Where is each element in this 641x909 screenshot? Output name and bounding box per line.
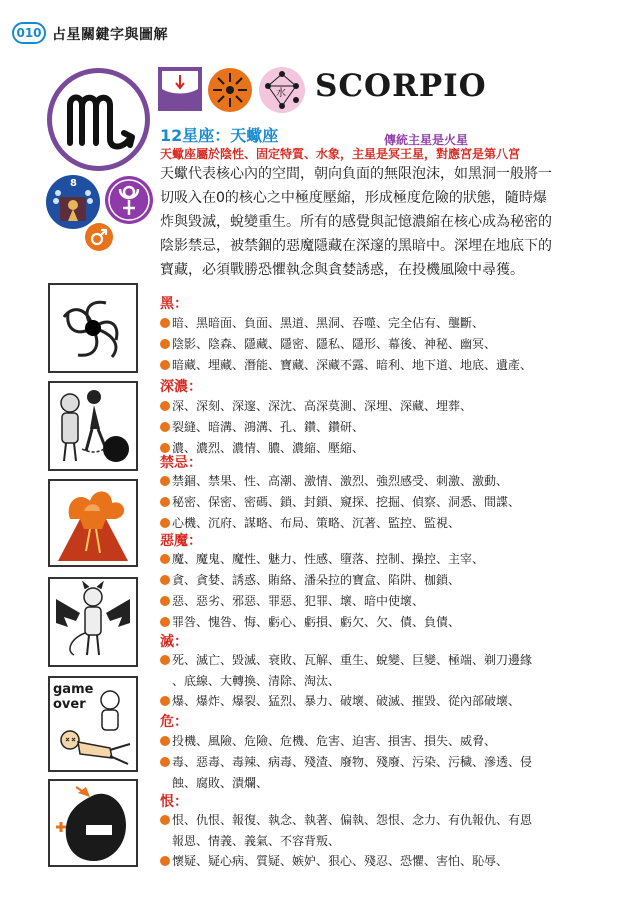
keyword-text: 暗藏、埋藏、潛能、寶藏、深藏不露、暗利、地下道、地底、遺產、 [172,358,533,372]
keyword-text: 懷疑、疑心病、質疑、嫉妒、狠心、殘忍、恐懼、害怕、恥辱、 [172,854,509,868]
intro-paragraph [160,162,600,282]
bullet-dot-icon [160,497,170,507]
fixed-quality-icon [158,67,202,111]
keyword-line [160,691,600,712]
bullet-dot-icon [160,617,170,627]
keyword-line [160,513,600,534]
pluto-planet-icon [104,175,154,225]
intro-line: 天蠍代表核心內的空間，朝向負面的無限泡沫，如黑洞一般將一 [160,166,552,182]
bullet-dot-icon [160,575,170,585]
keyword-heading: 危： [160,714,188,730]
intro-line: 切吸入在0的核心之中極度壓縮，形成極度危險的狀態，隨時爆 [160,190,547,206]
keyword-text: 毒、惡毒、毒辣、病毒、殘渣、廢物、殘廢、污染、污穢、滲透、侵 [172,755,533,769]
book-title: 占星關鍵字與圖解 [52,27,168,43]
keyword-heading: 滅： [160,634,188,650]
game-over-text-line: game [53,682,94,697]
keyword-list [160,810,600,872]
keyword-text: 陰影、陰森、隱藏、隱密、隱私、隱形、幕後、神秘、幽冥、 [172,337,497,351]
keyword-text: 罪咎、愧咎、悔、虧心、虧損、虧欠、欠、債、負債、 [172,615,461,629]
bullet-dot-icon [160,422,170,432]
keyword-text: 恨、仇恨、報復、執念、執著、偏執、怨恨、念力、有仇報仇、有恩 [172,813,533,827]
keyword-heading: 惡魔： [160,533,202,549]
bullet-dot-icon [160,360,170,370]
keyword-text: 秘密、保密、密碼、鎖、封鎖、窺探、挖掘、偵察、洞悉、間諜、 [172,495,521,509]
keyword-line [160,313,600,334]
black-hole-pictogram [48,283,138,373]
house-number: 8 [70,178,77,189]
traditional-ruler-note: 傳統主星是火星 [384,133,469,147]
radiating-energy-icon [207,67,253,113]
keyword-line [160,417,600,438]
keyword-line [160,438,600,459]
eighth-house-icon [46,175,100,229]
bullet-dot-icon [160,736,170,746]
keyword-list [160,731,600,793]
scorpio-glyph-icon [47,68,150,171]
heavy-burden-pictogram [48,381,138,471]
sign-subtitle: 12星座：天蠍座 [160,126,279,145]
keyword-line [160,549,600,570]
game-over-pictogram [48,676,138,772]
intro-line: 陰影禁忌，被禁錮的惡魔隱藏在深邃的黑暗中。深埋在地底下的 [160,238,552,254]
keyword-line [160,396,600,417]
keyword-continuation: 、底線、大轉換、清除、淘汰、 [172,674,341,688]
bullet-dot-icon [160,856,170,866]
keyword-list [160,313,600,376]
keyword-list [160,396,600,459]
bullet-dot-icon [160,757,170,767]
bullet-dot-icon [160,815,170,825]
bullet-dot-icon [160,318,170,328]
keyword-line [160,591,600,612]
bullet-dot-icon [160,554,170,564]
bullet-dot-icon [160,655,170,665]
intro-line: 寶藏，必須戰勝恐懼執念與貪婪誘惑，在投機風險中尋獲。 [160,262,524,278]
keyword-line [160,570,600,591]
keyword-heading: 黑： [160,296,188,312]
keyword-heading: 禁忌： [160,455,202,471]
bullet-dot-icon [160,401,170,411]
keyword-line [160,851,600,872]
keyword-text: 魔、魔鬼、魔性、魅力、性感、墮落、控制、操控、主宰、 [172,552,485,566]
game-over-text-line: over [53,697,86,712]
mars-planet-icon [84,222,114,252]
keyword-line [160,731,600,752]
keyword-heading: 深濃： [160,379,202,395]
keyword-text: 暗、黑暗面、負面、黑道、黑洞、吞噬、完全佔有、壟斷、 [172,316,485,330]
keyword-list [160,549,600,633]
keyword-text: 貪、貪婪、誘惑、賄絡、潘朵拉的寶盒、陷阱、枷鎖、 [172,573,461,587]
bullet-dot-icon [160,696,170,706]
bomb-minus-pictogram [48,779,138,867]
keyword-line [160,810,600,831]
bullet-dot-icon [160,596,170,606]
water-element-chart-icon [258,66,306,114]
intro-line: 炸與毀滅，蛻變重生。所有的感覺與記憶濃縮在核心成為秘密的 [160,214,552,230]
keyword-line [160,492,600,513]
keyword-text: 爆、爆炸、爆裂、猛烈、暴力、破壞、破滅、摧毀、從內部破壞、 [172,694,521,708]
keyword-text: 惡、惡劣、邪惡、罪惡、犯罪、壞、暗中使壞、 [172,594,425,608]
element-mark: 水 [276,88,286,99]
keyword-line [160,612,600,633]
keyword-line [160,650,600,671]
bullet-dot-icon [160,476,170,486]
keyword-heading: 恨： [160,794,188,810]
devil-pictogram [48,577,138,667]
sign-keyline: 天蠍座屬於陰性、固定特質、水象，主星是冥王星，對應宮是第八宮 [160,147,521,161]
keyword-line [160,752,600,773]
sign-name: SCORPIO [315,68,487,104]
keyword-list [160,650,600,712]
keyword-line [160,471,600,492]
keyword-text: 濃、濃烈、濃情、膿、濃縮、壓縮、 [172,441,365,455]
keyword-text: 深、深刻、深邃、深沈、高深莫測、深埋、深藏、埋葬、 [172,399,473,413]
keyword-continuation: 報恩、情義、義氣、不容背叛、 [172,834,341,848]
page-number-badge: 010 [12,22,46,44]
keyword-text: 心機、沉府、謀略、布局、策略、沉著、監控、監視、 [172,516,461,530]
bullet-dot-icon [160,339,170,349]
bullet-dot-icon [160,518,170,528]
keyword-line [160,334,600,355]
keyword-line [160,355,600,376]
keyword-text: 投機、風險、危險、危機、危害、迫害、損害、損失、威脅、 [172,734,497,748]
volcano-pictogram [48,479,138,567]
keyword-list [160,471,600,534]
keyword-text: 裂縫、暗溝、鴻溝、孔、鑽、鑽研、 [172,420,365,434]
keyword-text: 禁錮、禁果、性、高潮、激情、激烈、強烈感受、刺激、激動、 [172,474,509,488]
keyword-text: 死、滅亡、毀滅、衰敗、瓦解、重生、蛻變、巨變、極端、剃刀邊緣 [172,653,533,667]
keyword-continuation: 蝕、腐敗、潰爛、 [172,776,269,790]
